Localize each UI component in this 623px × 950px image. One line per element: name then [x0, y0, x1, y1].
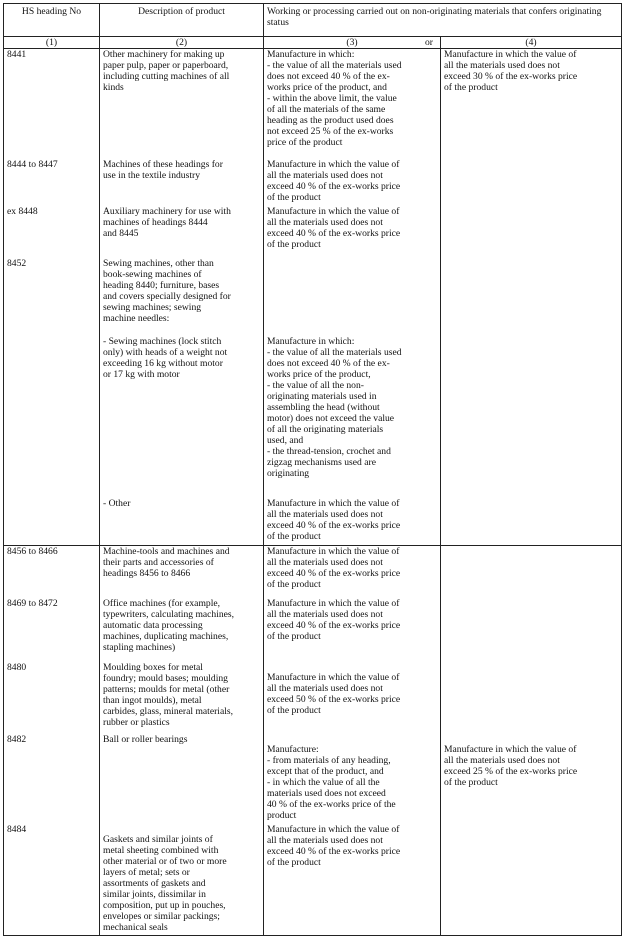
table-row — [4, 49, 622, 160]
processing-item: - the value of all the materials used does not exceed 40 % of the ex- works price of the product, — [267, 347, 402, 380]
processing-item: - in which the value of all the materials used does not exceed 40 % of the ex-works price of the product — [267, 777, 396, 821]
header-working-processing: Working or processing carried out on non-originating materials that confers originating status — [264, 4, 622, 37]
table-header-row — [4, 4, 622, 37]
table-row — [4, 206, 622, 258]
processing-cell: Manufacture in which the value of all the materials used does not exceed 40 % of the ex-works price of the product — [264, 498, 441, 546]
table-row — [4, 546, 622, 599]
origin-rules-table — [3, 3, 622, 936]
column-number-3 — [264, 37, 441, 49]
table-row — [4, 159, 622, 206]
or-label: or — [425, 37, 433, 48]
rules-of-origin-page — [3, 3, 621, 949]
processing-cell: Manufacture in which the value of all the materials used does not exceed 40 % of the ex-works price of the product — [264, 206, 441, 258]
description-cell: Sewing machines, other than book-sewing machines of heading 8440; furniture, bases and covers specially designed for sewing machines; sewing machine needles: — [100, 258, 264, 336]
column-number-2: (2) — [100, 37, 264, 49]
processing-item: - the value of all the non- originating materials used in assembling the head (without motor) does not exceed the value of all the originating materials used, and — [267, 380, 395, 446]
hs-heading-cell — [4, 336, 100, 498]
alternative-processing-cell — [441, 734, 622, 824]
description-cell: Machine-tools and machines and their parts and accessories of headings 8456 to 8466 — [100, 546, 264, 599]
processing-cell: Manufacture in which the value of all the materials used does not exceed 40 % of the ex-works price of the product — [264, 159, 441, 206]
hs-heading-cell: ex 8448 — [4, 206, 100, 258]
processing-text: Manufacture in which the value of all the materials used does not exceed 50 % of the ex-works price of the product — [267, 672, 401, 716]
alternative-processing-cell — [441, 662, 622, 734]
processing-item: - from materials of any heading, except that of the product, and — [267, 755, 391, 777]
alternative-processing-cell — [441, 498, 622, 546]
hs-heading-cell: 8452 — [4, 258, 100, 336]
description-cell: Auxiliary machinery for use with machines of headings 8444 and 8445 — [100, 206, 264, 258]
processing-cell — [264, 258, 441, 336]
alternative-processing-cell — [441, 336, 622, 498]
alternative-processing-cell — [441, 824, 622, 936]
hs-heading-cell: 8484 — [4, 824, 100, 936]
sub-description-cell: - Other — [100, 498, 264, 546]
processing-cell — [264, 662, 441, 734]
sub-description-cell: - Sewing machines (lock stitch only) with heads of a weight not exceeding 16 kg without motor or 17 kg with motor — [100, 336, 264, 498]
processing-intro: Manufacture in which: — [267, 336, 355, 347]
processing-item: - the value of all the materials used does not exceed 40 % of the ex- works price of the product, and — [267, 60, 402, 93]
table-row — [4, 824, 622, 936]
processing-item: - within the above limit, the value of all the materials of the same heading as the product used does not exceed 25 % of the ex-works price of the product — [267, 93, 397, 148]
table-row — [4, 336, 622, 498]
table-row — [4, 258, 622, 336]
alternative-processing-cell — [441, 598, 622, 662]
table-row — [4, 734, 622, 824]
alternative-processing-cell: Manufacture in which the value of all the materials used does not exceed 30 % of the ex-works price of the product — [441, 49, 622, 160]
description-cell: Office machines (for example, typewriters, calculating machines, automatic data processing machines, duplicating machines, stapling machines) — [100, 598, 264, 662]
processing-cell: Manufacture in which the value of all the materials used does not exceed 40 % of the ex-works price of the product — [264, 598, 441, 662]
description-cell: Moulding boxes for metal foundry; mould bases; moulding patterns; moulds for metal (other than ingot moulds), metal carbides, glass, mineral materials, rubber or plastics — [100, 662, 264, 734]
description-cell — [100, 824, 264, 936]
processing-cell — [264, 336, 441, 498]
description-cell: Other machinery for making up paper pulp, paper or paperboard, including cutting machines of all kinds — [100, 49, 264, 160]
description-cell: Ball or roller bearings — [100, 734, 264, 824]
processing-cell: Manufacture in which the value of all the materials used does not exceed 40 % of the ex-works price of the product — [264, 546, 441, 599]
column-number-row — [4, 37, 622, 49]
hs-heading-cell: 8456 to 8466 — [4, 546, 100, 599]
header-description: Description of product — [100, 4, 264, 37]
description-text: Gaskets and similar joints of metal sheeting combined with other material or of two or more layers of metal; sets or assortments of gaskets and similar joints, dissimilar in composition, put up in pouches, envelopes or similar packings; mechanical seals — [103, 834, 227, 933]
table-row — [4, 498, 622, 546]
hs-heading-cell — [4, 498, 100, 546]
processing-intro: Manufacture: — [267, 744, 319, 755]
column-number-3-label: (3) — [346, 37, 358, 48]
description-cell: Machines of these headings for use in the textile industry — [100, 159, 264, 206]
alternative-processing-text: Manufacture in which the value of all the materials used does not exceed 25 % of the ex-works price of the product — [444, 744, 578, 788]
processing-item: - the thread-tension, crochet and zigzag mechanisms used are originating — [267, 446, 391, 479]
table-row — [4, 598, 622, 662]
alternative-processing-cell — [441, 546, 622, 599]
hs-heading-cell: 8441 — [4, 49, 100, 160]
hs-heading-cell: 8444 to 8447 — [4, 159, 100, 206]
processing-cell — [264, 49, 441, 160]
processing-cell: Manufacture in which the value of all the materials used does not exceed 40 % of the ex-works price of the product — [264, 824, 441, 936]
hs-heading-cell: 8469 to 8472 — [4, 598, 100, 662]
column-number-1: (1) — [4, 37, 100, 49]
header-hs-heading: HS heading No — [4, 4, 100, 37]
alternative-processing-cell — [441, 206, 622, 258]
alternative-processing-cell — [441, 159, 622, 206]
alternative-processing-cell — [441, 258, 622, 336]
processing-cell — [264, 734, 441, 824]
hs-heading-cell: 8482 — [4, 734, 100, 824]
column-number-4: (4) — [441, 37, 622, 49]
hs-heading-cell: 8480 — [4, 662, 100, 734]
processing-intro: Manufacture in which: — [267, 49, 355, 60]
table-row — [4, 662, 622, 734]
